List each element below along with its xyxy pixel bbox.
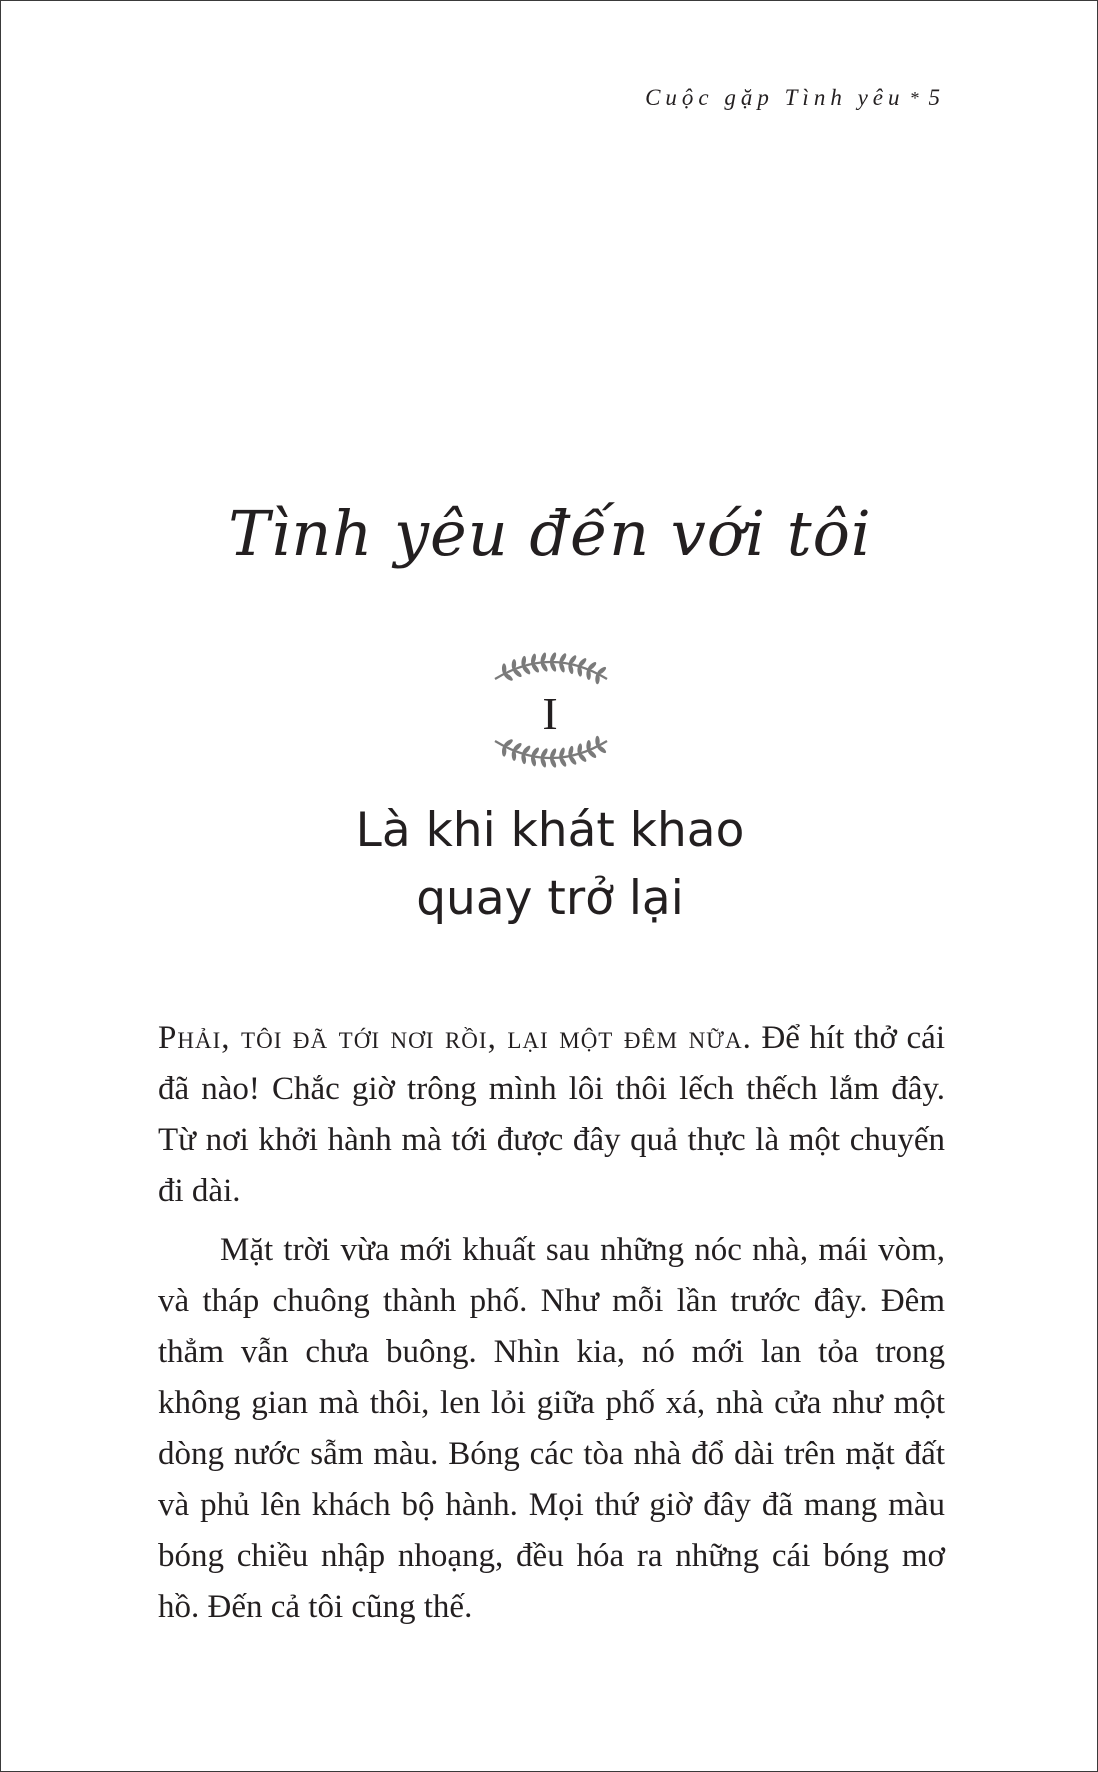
paragraph-1-rest: Để hít thở cái đã nào! Chắc giờ trông mình lôi thôi lếch thếch lắm đây. Từ nơi khởi hành mà tới được đây quả thực là một chuyến đi dài. xyxy=(158,1020,945,1209)
paragraph-2: Mặt trời vừa mới khuất sau những nóc nhà, mái vòm, và tháp chuông thành phố. Như mỗi lần trước đây. Đêm thẳm vẫn chưa buông. Nhìn kia, nó mới lan tỏa trong không gian mà thôi, len lỏi giữa phố xá, nhà cửa như một dòng nước sẫm màu. Bóng các tòa nhà đổ dài trên mặt đất và phủ lên khách bộ hành. Mọi thứ giờ đây đã mang màu bóng chiều nhập nhoạng, đều hóa ra những cái bóng mơ hồ. Đến cả tôi cũng thế. xyxy=(158,1232,945,1625)
section-title-line-1: Là khi khát khao xyxy=(355,803,745,858)
section-title xyxy=(1,797,1098,933)
laurel-leaf xyxy=(503,672,514,682)
body-text xyxy=(158,1013,945,1633)
header-separator: * xyxy=(910,88,925,108)
section-title-line-2: quay trở lại xyxy=(416,871,684,926)
chapter-title: Tình yêu đến với tôi xyxy=(228,497,872,570)
running-header xyxy=(645,85,945,111)
paragraph-1 xyxy=(158,1013,945,1217)
paragraph-1-lead: Phải, tôi đã tới nơi rồi, lại một đêm nữa. xyxy=(158,1020,752,1056)
running-title: Cuộc gặp Tình yêu xyxy=(645,85,905,110)
chapter-numeral: I xyxy=(542,688,558,739)
page-number: 5 xyxy=(928,85,945,110)
laurel-leaf xyxy=(596,744,607,754)
